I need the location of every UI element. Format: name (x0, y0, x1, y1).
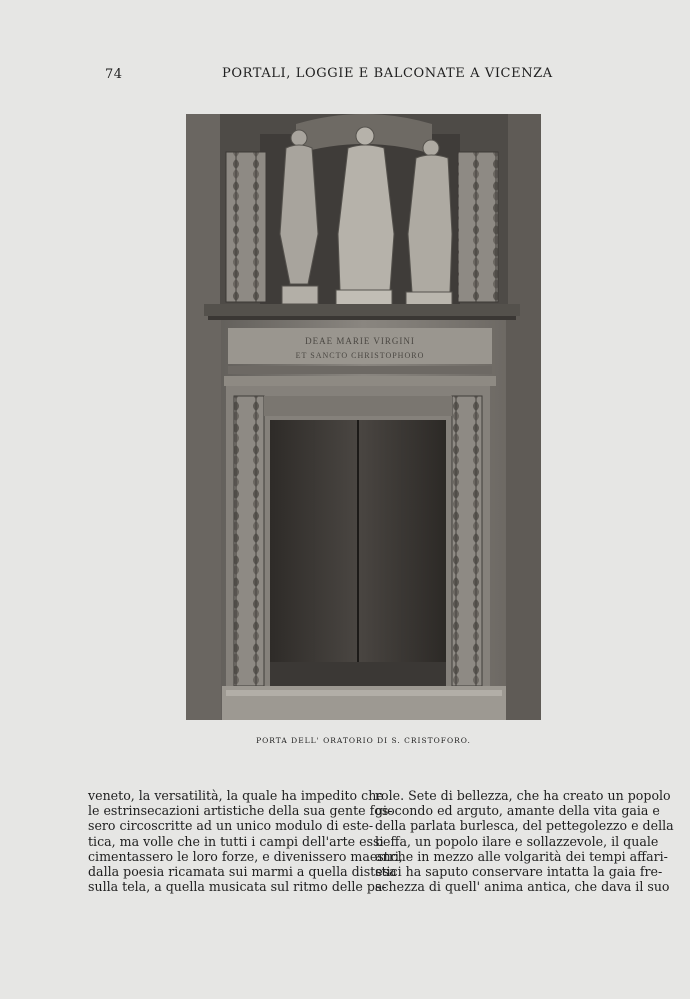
text-line: schezza di quell' anima antica, che dava il suo (375, 879, 670, 895)
text-line: role. Sete di bellezza, che ha creato un popolo (375, 788, 671, 803)
wooden-door (270, 420, 446, 686)
text-line: stici ha saputo conservare intatta la gaia fre- (375, 864, 663, 880)
portal-photograph (186, 114, 541, 720)
cornice (204, 304, 520, 316)
text-line: tica, ma volle che in tutti i campi dell'arte essi (88, 833, 384, 849)
inscription-frieze (224, 328, 496, 386)
body-column-left (88, 788, 403, 895)
running-title: PORTALI, LOGGIE E BALCONATE A VICENZA (222, 66, 553, 81)
text-line: anche in mezzo alle volgarità dei tempi affari- (375, 848, 668, 864)
text-line: sulla tela, a quella musicata sul ritmo delle pa- (88, 879, 387, 895)
text-line: dalla poesia ricamata sui marmi a quella distesa (88, 864, 397, 880)
text-line: beffa, un popolo ilare e sollazzevole, il quale (375, 833, 659, 849)
inscription-line-2: ET SANCTO CHRISTOPHORO (295, 351, 425, 360)
text-line: cimentassero le loro forze, e divenissero maestri, (88, 848, 403, 864)
figure-caption: PORTA DELL' ORATORIO DI S. CRISTOFORO. (256, 736, 471, 745)
statue-niche (220, 114, 508, 306)
text-line: giocondo ed arguto, amante della vita gaia e (375, 803, 660, 819)
text-line: sero circoscritte ad un unico modulo di este- (88, 818, 374, 834)
page-number: 74 (105, 67, 123, 82)
inscription-line-1: DEAE MARIE VIRGINI (305, 336, 415, 346)
body-column-right (375, 788, 674, 895)
text-line: veneto, la versatilità, la quale ha impedito che (88, 788, 384, 803)
text-line: le estrinsecazioni artistiche della sua gente fos- (88, 803, 393, 819)
text-line: della parlata burlesca, del pettegolezzo e della (375, 818, 674, 834)
